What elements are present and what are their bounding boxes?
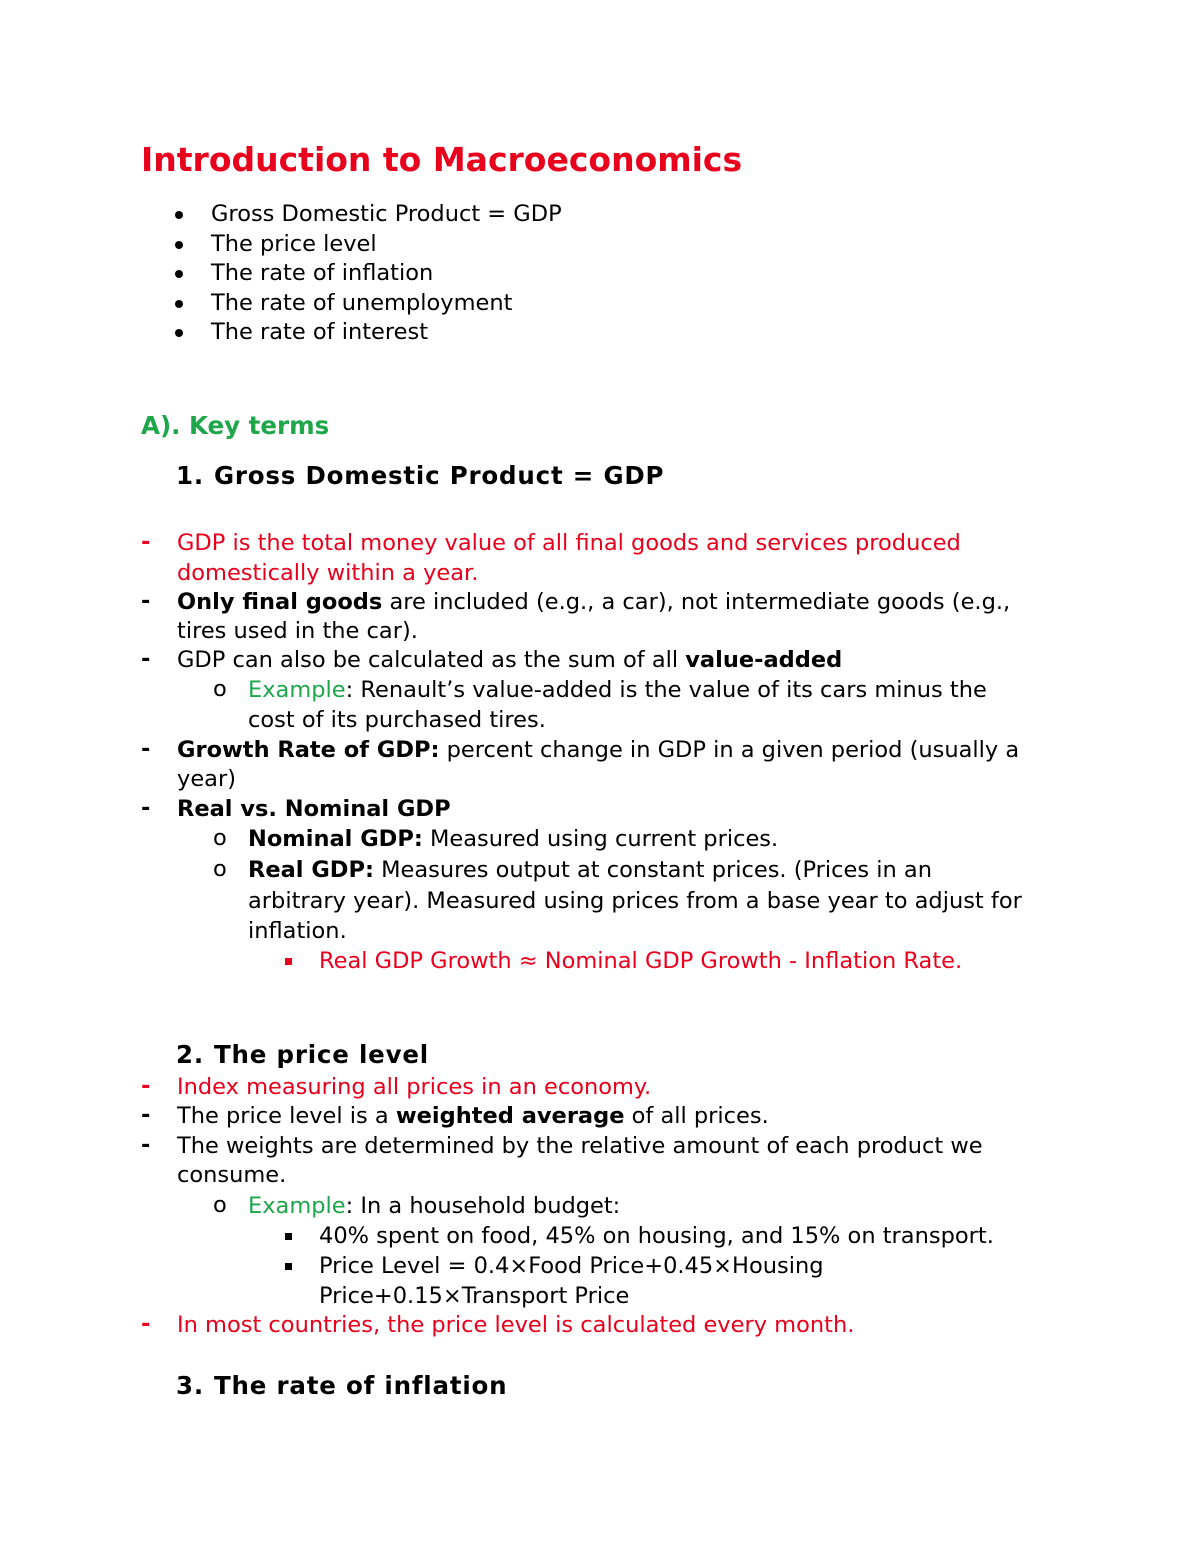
monthly-calculation-text: In most countries, the price level is calculated every month. — [177, 1312, 855, 1338]
price-index-text: Index measuring all prices in an economy. — [177, 1074, 652, 1100]
list-item: The rate of unemployment — [211, 290, 513, 316]
budget-shares-text: 40% spent on food, 45% on housing, and 15% on transport. — [319, 1223, 994, 1249]
bullet-dot — [175, 211, 183, 219]
subsection-number: 3. — [176, 1371, 204, 1400]
list-item: The rate of interest — [211, 319, 429, 345]
section-heading: A). Key terms — [141, 411, 330, 440]
real-gdp-text-cont: inflation. — [248, 918, 347, 944]
subsection-heading: The rate of inflation — [214, 1371, 508, 1400]
list-item: Gross Domestic Product = GDP — [211, 201, 562, 227]
circle-bullet-icon: o — [213, 676, 227, 702]
dash-marker: - — [141, 1102, 151, 1128]
square-bullet-icon — [285, 1263, 292, 1270]
example-text: Example: Renault’s value-added is the value of its cars minus the — [248, 677, 987, 703]
dash-marker: - — [141, 795, 151, 821]
price-level-formula-cont: Price+0.15×Transport Price — [319, 1283, 630, 1309]
list-item: The price level — [211, 231, 377, 257]
gdp-growth-formula: Real GDP Growth ≈ Nominal GDP Growth - Inflation Rate. — [319, 948, 963, 974]
real-gdp-text-cont: arbitrary year). Measured using prices from a base year to adjust for — [248, 888, 1022, 914]
dash-marker: - — [141, 588, 151, 614]
growth-rate-text-cont: year) — [177, 766, 236, 792]
subsection-number: 1. — [176, 461, 204, 490]
subsection-heading: The price level — [214, 1040, 429, 1069]
list-item: The rate of inflation — [211, 260, 434, 286]
bullet-dot — [175, 329, 183, 337]
page-title: Introduction to Macroeconomics — [141, 140, 743, 179]
final-goods-text: Only final goods are included (e.g., a car), not intermediate goods (e.g., — [177, 589, 1011, 615]
circle-bullet-icon: o — [213, 1192, 227, 1218]
dash-marker: - — [141, 1073, 151, 1099]
square-bullet-icon — [285, 958, 292, 965]
weights-text: The weights are determined by the relative amount of each product we — [177, 1133, 983, 1159]
gdp-definition-cont: domestically within a year. — [177, 560, 479, 586]
dash-marker: - — [141, 736, 151, 762]
dash-marker: - — [141, 646, 151, 672]
nominal-gdp-text: Nominal GDP: Measured using current prices. — [248, 826, 779, 852]
circle-bullet-icon: o — [213, 856, 227, 882]
weighted-average-text: The price level is a weighted average of all prices. — [177, 1103, 769, 1129]
weights-text-cont: consume. — [177, 1162, 287, 1188]
bullet-dot — [175, 300, 183, 308]
gdp-definition: GDP is the total money value of all final goods and services produced — [177, 530, 961, 556]
price-level-formula: Price Level = 0.4×Food Price+0.45×Housing — [319, 1253, 824, 1279]
example-text: Example: In a household budget: — [248, 1193, 621, 1219]
value-added-text: GDP can also be calculated as the sum of all value-added — [177, 647, 843, 673]
growth-rate-text: Growth Rate of GDP: percent change in GDP in a given period (usually a — [177, 737, 1020, 763]
circle-bullet-icon: o — [213, 825, 227, 851]
subsection-number: 2. — [176, 1040, 204, 1069]
dash-marker: - — [141, 529, 151, 555]
real-vs-nominal-heading: Real vs. Nominal GDP — [177, 796, 451, 822]
subsection-heading: Gross Domestic Product = GDP — [214, 461, 665, 490]
example-text-cont: cost of its purchased tires. — [248, 707, 546, 733]
bullet-dot — [175, 270, 183, 278]
dash-marker: - — [141, 1132, 151, 1158]
square-bullet-icon — [285, 1233, 292, 1240]
final-goods-text-cont: tires used in the car). — [177, 618, 418, 644]
bullet-dot — [175, 241, 183, 249]
real-gdp-text: Real GDP: Measures output at constant prices. (Prices in an — [248, 857, 932, 883]
dash-marker: - — [141, 1311, 151, 1337]
